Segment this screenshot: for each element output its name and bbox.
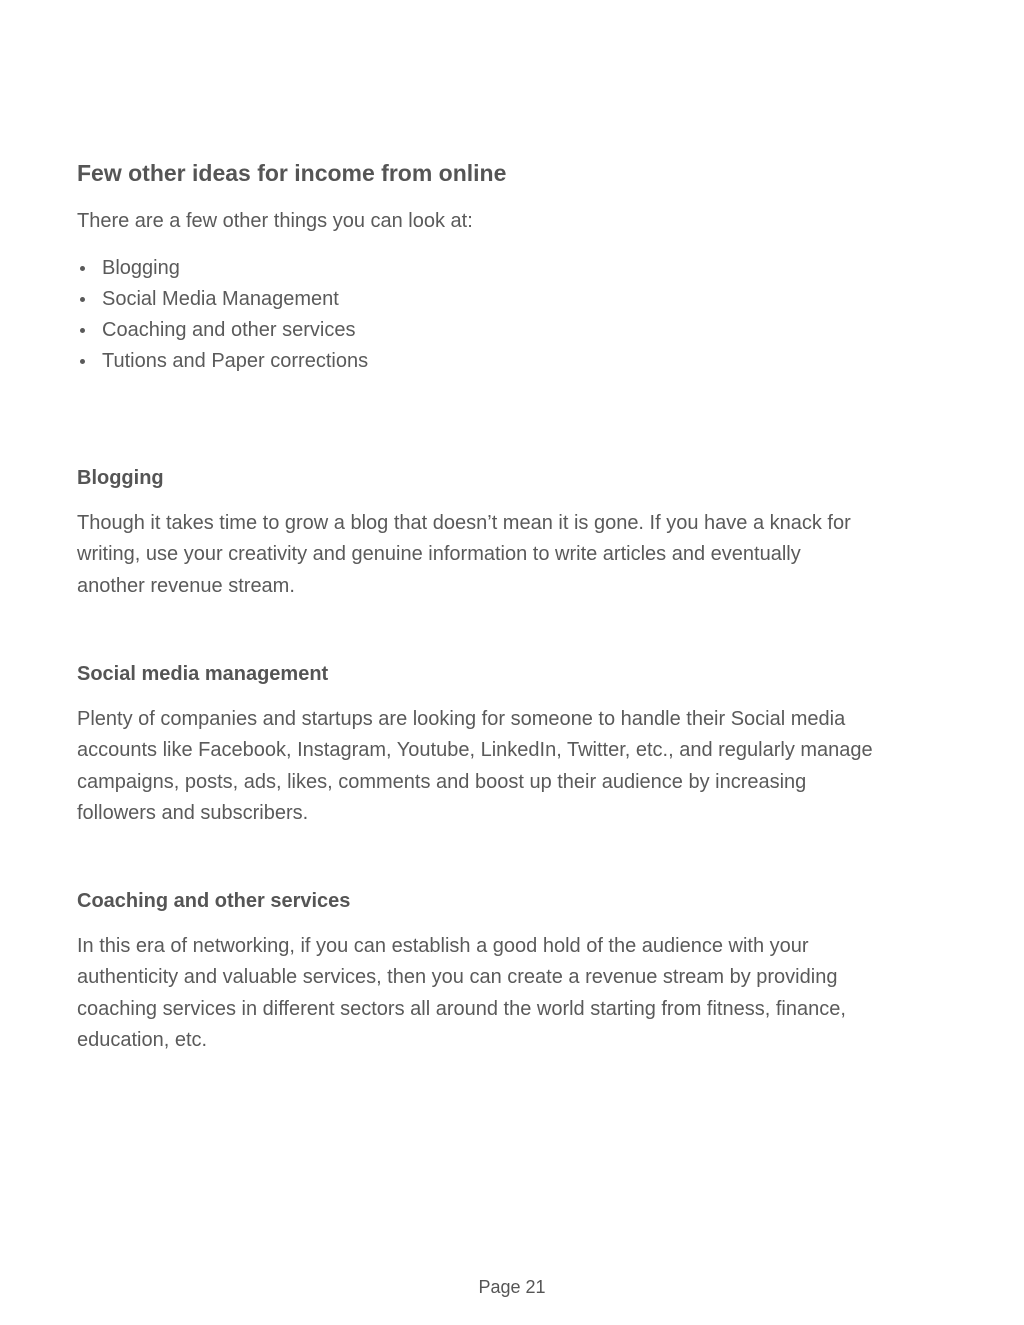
section-body-coaching — [77, 931, 947, 1057]
list-item — [77, 315, 368, 346]
body-line: campaigns, posts, ads, likes, comments and boost up their audience by increasing — [77, 770, 807, 793]
body-line: authenticity and valuable services, then you can create a revenue stream by providing — [77, 966, 838, 989]
section-title-blogging: Blogging — [77, 467, 164, 489]
page-heading: Few other ideas for income from online — [77, 160, 507, 186]
body-line: education, etc. — [77, 1029, 208, 1052]
body-line: coaching services in different sectors all around the world starting from fitness, finance, — [77, 997, 846, 1020]
body-line: In this era of networking, if you can establish a good hold of the audience with your — [77, 935, 809, 957]
list-item-label: Blogging — [102, 257, 180, 279]
list-item-label: Social Media Management — [102, 288, 339, 310]
bullet-dot-icon — [80, 266, 85, 271]
body-line: Plenty of companies and startups are looking for someone to handle their Social media — [77, 708, 846, 730]
body-line: writing, use your creativity and genuine information to write articles and eventually — [77, 543, 801, 566]
list-item — [77, 253, 368, 284]
bullet-dot-icon — [80, 359, 85, 364]
list-item-label: Coaching and other services — [102, 319, 356, 341]
section-title-coaching: Coaching and other services — [77, 890, 351, 912]
body-line: followers and subscribers. — [77, 802, 309, 825]
body-line: another revenue stream. — [77, 574, 295, 597]
bullet-dot-icon — [80, 297, 85, 302]
intro-text: There are a few other things you can look at: — [77, 210, 473, 232]
body-line: accounts like Facebook, Instagram, Youtube, LinkedIn, Twitter, etc., and regularly manage — [77, 739, 873, 762]
page-number: Page 21 — [478, 1277, 546, 1297]
body-line: Though it takes time to grow a blog that doesn’t mean it is gone. If you have a knack for — [77, 512, 851, 534]
list-item — [77, 284, 368, 315]
list-item-label: Tutions and Paper corrections — [102, 350, 369, 372]
section-title-social-media: Social media management — [77, 663, 329, 685]
list-item — [77, 346, 368, 377]
section-body-social-media — [77, 704, 947, 830]
ideas-list — [77, 253, 368, 377]
section-body-blogging — [77, 508, 947, 602]
bullet-dot-icon — [80, 328, 85, 333]
